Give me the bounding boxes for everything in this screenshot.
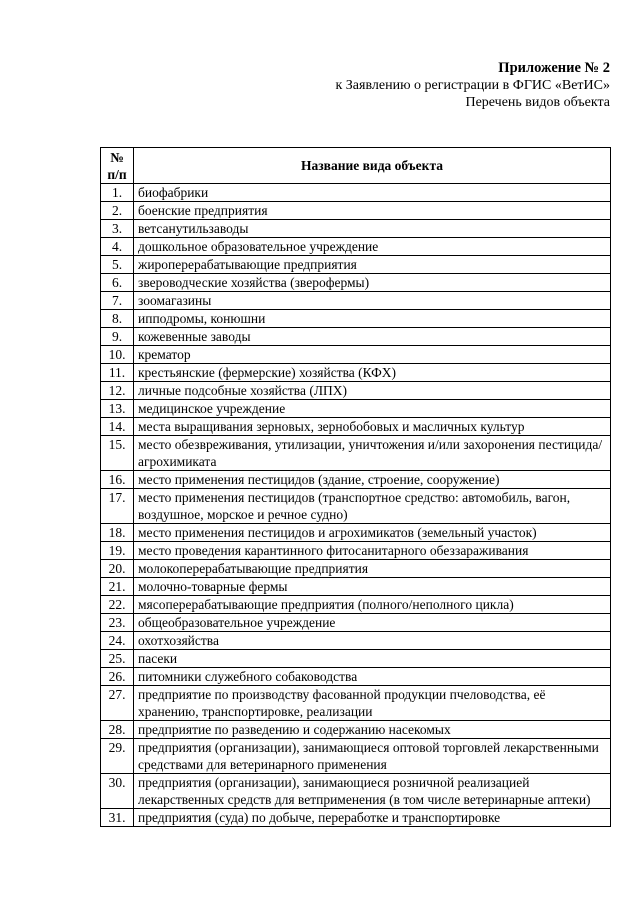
object-types-table <box>100 147 611 827</box>
table-row <box>101 274 611 292</box>
object-type-name: пасеки <box>134 650 611 668</box>
table-row <box>101 774 611 809</box>
row-number: 9. <box>101 328 134 346</box>
row-number: 1. <box>101 184 134 202</box>
object-type-name: крематор <box>134 346 611 364</box>
row-number: 27. <box>101 686 134 721</box>
row-number: 16. <box>101 471 134 489</box>
table-row <box>101 650 611 668</box>
object-type-name: место проведения карантинного фитосанитарного обеззараживания <box>134 542 611 560</box>
table-row <box>101 668 611 686</box>
row-number: 20. <box>101 560 134 578</box>
column-header-number <box>101 148 134 184</box>
object-type-name: жироперерабатывающие предприятия <box>134 256 611 274</box>
column-header-name: Название вида объекта <box>134 148 611 184</box>
table-row <box>101 809 611 827</box>
table-row <box>101 471 611 489</box>
table-row <box>101 436 611 471</box>
row-number: 6. <box>101 274 134 292</box>
object-type-name: мясоперерабатывающие предприятия (полного/неполного цикла) <box>134 596 611 614</box>
row-number: 30. <box>101 774 134 809</box>
object-type-name: место применения пестицидов (здание, строение, сооружение) <box>134 471 611 489</box>
object-type-name: место обезвреживания, утилизации, уничтожения и/или захоронения пестицида/агрохимиката <box>134 436 611 471</box>
object-type-name: предприятие по производству фасованной продукции пчеловодства, её хранению, транспортировке, реализации <box>134 686 611 721</box>
row-number: 5. <box>101 256 134 274</box>
table-row <box>101 614 611 632</box>
object-type-name: медицинское учреждение <box>134 400 611 418</box>
row-number: 13. <box>101 400 134 418</box>
object-type-name: предприятия (организации), занимающиеся розничной реализацией лекарственных средств для ветприменения (в том числе ветеринарные аптеки) <box>134 774 611 809</box>
table-row <box>101 400 611 418</box>
object-type-name: место применения пестицидов (транспортное средство: автомобиль, вагон, воздушное, морское и речное судно) <box>134 489 611 524</box>
table-row <box>101 632 611 650</box>
object-type-name: кожевенные заводы <box>134 328 611 346</box>
table-row <box>101 596 611 614</box>
column-header-number-line1: № <box>110 149 124 165</box>
row-number: 19. <box>101 542 134 560</box>
table-row <box>101 489 611 524</box>
row-number: 22. <box>101 596 134 614</box>
row-number: 7. <box>101 292 134 310</box>
object-type-name: дошкольное образовательное учреждение <box>134 238 611 256</box>
table-header-row <box>101 148 611 184</box>
object-type-name: молочно-товарные фермы <box>134 578 611 596</box>
object-type-name: биофабрики <box>134 184 611 202</box>
appendix-subtitle: к Заявлению о регистрации в ФГИС «ВетИС» <box>335 78 610 93</box>
column-header-number-line2: п/п <box>107 166 127 182</box>
table-row <box>101 292 611 310</box>
row-number: 15. <box>101 436 134 471</box>
row-number: 21. <box>101 578 134 596</box>
table-row <box>101 346 611 364</box>
object-type-name: зоомагазины <box>134 292 611 310</box>
row-number: 28. <box>101 721 134 739</box>
object-type-name: ветсанутильзаводы <box>134 220 611 238</box>
row-number: 14. <box>101 418 134 436</box>
table-row <box>101 202 611 220</box>
table-row <box>101 310 611 328</box>
row-number: 10. <box>101 346 134 364</box>
object-type-name: боенские предприятия <box>134 202 611 220</box>
table-body <box>101 184 611 827</box>
table-row <box>101 364 611 382</box>
row-number: 12. <box>101 382 134 400</box>
table-row <box>101 542 611 560</box>
row-number: 24. <box>101 632 134 650</box>
table-row <box>101 721 611 739</box>
object-type-name: питомники служебного собаководства <box>134 668 611 686</box>
document-header <box>335 60 610 111</box>
row-number: 18. <box>101 524 134 542</box>
object-type-name: общеобразовательное учреждение <box>134 614 611 632</box>
object-type-name: звероводческие хозяйства (зверофермы) <box>134 274 611 292</box>
table-row <box>101 184 611 202</box>
table-row <box>101 382 611 400</box>
list-title: Перечень видов объекта <box>465 95 610 110</box>
row-number: 26. <box>101 668 134 686</box>
table-row <box>101 328 611 346</box>
object-type-name: крестьянские (фермерские) хозяйства (КФХ) <box>134 364 611 382</box>
object-type-name: предприятия (организации), занимающиеся оптовой торговлей лекарственными средствами для ветеринарного применения <box>134 739 611 774</box>
appendix-title: Приложение № 2 <box>498 60 610 76</box>
object-type-name: предприятия (суда) по добыче, переработке и транспортировке <box>134 809 611 827</box>
table-row <box>101 256 611 274</box>
table-row <box>101 578 611 596</box>
object-type-name: предприятие по разведению и содержанию насекомых <box>134 721 611 739</box>
row-number: 3. <box>101 220 134 238</box>
object-type-name: место применения пестицидов и агрохимикатов (земельный участок) <box>134 524 611 542</box>
table-row <box>101 560 611 578</box>
object-type-name: молокоперерабатывающие предприятия <box>134 560 611 578</box>
row-number: 23. <box>101 614 134 632</box>
table-row <box>101 220 611 238</box>
row-number: 17. <box>101 489 134 524</box>
row-number: 25. <box>101 650 134 668</box>
object-type-name: ипподромы, конюшни <box>134 310 611 328</box>
row-number: 8. <box>101 310 134 328</box>
row-number: 11. <box>101 364 134 382</box>
object-type-name: личные подсобные хозяйства (ЛПХ) <box>134 382 611 400</box>
row-number: 2. <box>101 202 134 220</box>
table-row <box>101 739 611 774</box>
row-number: 31. <box>101 809 134 827</box>
table-row <box>101 418 611 436</box>
row-number: 29. <box>101 739 134 774</box>
object-type-name: места выращивания зерновых, зернобобовых и масличных культур <box>134 418 611 436</box>
table-row <box>101 524 611 542</box>
table-row <box>101 686 611 721</box>
row-number: 4. <box>101 238 134 256</box>
table-row <box>101 238 611 256</box>
object-type-name: охотхозяйства <box>134 632 611 650</box>
